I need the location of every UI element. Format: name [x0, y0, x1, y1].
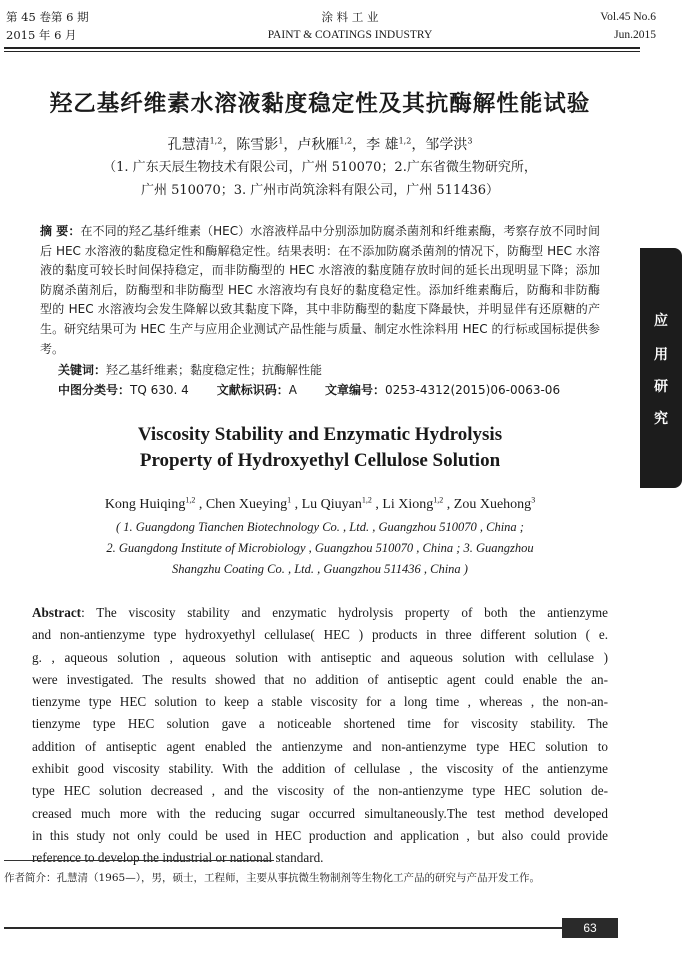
- issue-date: 2015 年 6 月: [6, 28, 77, 42]
- running-header: [0, 0, 700, 48]
- author-4-affil: 1,2: [398, 136, 412, 146]
- en-author-4: , Li Xiong: [371, 497, 434, 512]
- footer-rule: [4, 927, 562, 929]
- cn-affiliation-line-2: 广州 510070；3. 广州市尚筑涂料有限公司，广州 511436）: [140, 183, 500, 198]
- author-4: ，李 雄: [352, 137, 399, 153]
- cn-abstract-label: 摘 要：: [40, 224, 81, 238]
- doc-code-label: 文献标识码：: [216, 383, 289, 397]
- en-abstract-line: creased much more with the reducing sugar occurred simultaneously.The test method developed: [32, 805, 608, 821]
- author-bio-footnote: 作者简介：孔慧清（1965—），男，硕士，工程师，主要从事抗微生物制剂等生物化工产品的研究与产品开发工作。: [4, 872, 540, 884]
- en-abstract-line: type HEC solution decreased , and the viscosity of the non-antienzyme type HEC solution de-: [32, 783, 608, 799]
- article-no-label: 文章编号：: [325, 383, 386, 397]
- clc-label: 中图分类号：: [58, 383, 131, 397]
- en-author-4-affil: 1,2: [433, 495, 444, 505]
- journal-name-en: PAINT & COATINGS INDUSTRY: [267, 29, 433, 41]
- cn-keywords: [58, 361, 322, 378]
- en-title-line-2: Property of Hydroxyethyl Cellulose Solution: [139, 450, 501, 471]
- cn-classification: [58, 381, 560, 398]
- cn-abstract: [40, 222, 600, 359]
- author-1: 孔慧清: [167, 137, 210, 153]
- en-abstract-text: : The viscosity stability and enzymatic hydrolysis property of both the antienzyme: [81, 605, 608, 620]
- en-affiliation-line-1: ( 1. Guangdong Tianchen Biotechnology Co. , Ltd. , Guangzhou 510070 , China ;: [116, 520, 524, 534]
- author-3-affil: 1,2: [339, 136, 353, 146]
- en-author-1-affil: 1,2: [185, 495, 196, 505]
- cn-title: 羟乙基纤维素水溶液黏度稳定性及其抗酶解性能试验: [49, 91, 591, 117]
- en-author-5: , Zou Xuehong: [443, 497, 532, 512]
- keywords-text: 羟乙基纤维素；黏度稳定性；抗酶解性能: [106, 363, 323, 377]
- en-abstract-line: tienzyme type HEC solution gave a noticeable shortened time for viscosity stability. The: [32, 716, 608, 732]
- en-authors: [0, 497, 640, 513]
- en-abstract-line: and non-antienzyme type hydroxyethyl cellulase( HEC ) products in three different solution ( e.: [32, 627, 608, 643]
- en-abstract-line: were investigated. The results showed that no addition of antiseptic agent could enable the an-: [32, 671, 608, 687]
- en-affiliation-line-3: Shangzhu Coating Co. , Ltd. , Guangzhou 511436 , China ): [172, 562, 468, 576]
- en-affiliation-line-2: 2. Guangdong Institute of Microbiology , Guangzhou 510070 , China ; 3. Guangzhou: [106, 541, 534, 555]
- en-title-line-1: Viscosity Stability and Enzymatic Hydrolysis: [137, 424, 503, 445]
- author-1-affil: 1,2: [209, 136, 223, 146]
- side-tab-char: 研: [654, 379, 668, 395]
- volume-issue: 第 45 卷第 6 期: [6, 10, 89, 24]
- cn-authors: [0, 134, 640, 154]
- en-abstract-line: reference to develop the industrial or national standard.: [32, 850, 324, 866]
- en-abstract: [32, 602, 608, 870]
- cn-affiliation-line-1: （1. 广东天辰生物技术有限公司，广州 510070；2.广东省微生物研究所，: [103, 160, 537, 175]
- article-no-value: 0253-4312(2015)06-0063-06: [385, 383, 561, 397]
- side-tab-char: 应: [654, 313, 668, 329]
- en-author-2-affil: 1: [287, 495, 292, 505]
- vol-no-en: Vol.45 No.6: [600, 11, 656, 23]
- en-author-1: Kong Huiqing: [104, 497, 186, 512]
- en-abstract-line: in this study not only could be used in HEC production and application , but also could provide: [32, 827, 608, 843]
- journal-name-cn: 涂 料 工 业: [321, 10, 379, 24]
- en-author-3-affil: 1,2: [361, 495, 372, 505]
- en-abstract-label: Abstract: [32, 605, 82, 620]
- journal-name: [0, 8, 700, 44]
- en-author-3: , Lu Qiuyan: [291, 497, 362, 512]
- cn-abstract-text: 在不同的羟乙基纤维素（HEC）水溶液样品中分别添加防腐杀菌剂和纤维素酶，考察存放不同时间后 HEC 水溶液的黏度稳定性和酶解稳定性。结果表明：在不添加防腐杀菌剂的情况下，防酶型 HEC 水溶液的黏度可较长时间保持稳定，而非防酶型的 HEC 水溶液的黏度随存放时间的延长出现明显下降；添加防腐杀菌剂后，防酶型和非防酶型 HEC 水溶液均有良好的黏度稳定性。添加纤维素酶后，防酶和非防酶型的 HEC 水溶液均会发生降解以致其黏度下降，其中非防酶型的黏度下降最快，并明显伴有还原糖的产生。研究结果可为 HEC 生产与应用企业测试产品性能与质量、制定水性涂料用 HEC 的行标或国标提供参考。: [40, 224, 600, 356]
- keywords-label: 关键词：: [58, 363, 107, 377]
- en-abstract-line: [32, 602, 608, 624]
- doc-code-value: A: [288, 383, 298, 397]
- author-2-affil: 1: [278, 136, 284, 146]
- author-5-affil: 3: [467, 136, 473, 146]
- journal-vol-en: [600, 8, 656, 44]
- section-side-tab: [640, 248, 682, 488]
- date-en: Jun.2015: [614, 29, 656, 41]
- en-author-5-affil: 3: [531, 495, 536, 505]
- footnote-rule: [4, 860, 274, 861]
- en-abstract-line: exhibit good viscosity stability. With the addition of cellulase , the viscosity of the antienzyme: [32, 761, 608, 777]
- en-abstract-line: tienzyme type HEC solution to keep a stable viscosity for a long time , whereas , the non-an-: [32, 694, 608, 710]
- side-tab-char: 用: [654, 347, 668, 363]
- clc-value: TQ 630. 4: [130, 383, 189, 397]
- header-rule-thick: [4, 47, 640, 49]
- en-author-2: , Chen Xueying: [195, 497, 288, 512]
- en-abstract-line: g. , aqueous solution , aqueous solution with antiseptic and aqueous solution with cellulase ): [32, 649, 608, 665]
- en-abstract-line: addition of antiseptic agent enabled the antienzyme and non-antienzyme type HEC solution to: [32, 738, 608, 754]
- author-3: ，卢秋雁: [283, 137, 340, 153]
- page-number: 63: [562, 918, 618, 938]
- author-5: ，邹学洪: [411, 137, 468, 153]
- side-tab-char: 究: [654, 411, 668, 427]
- author-2: ，陈雪影: [222, 137, 279, 153]
- header-rule-thin: [4, 51, 640, 52]
